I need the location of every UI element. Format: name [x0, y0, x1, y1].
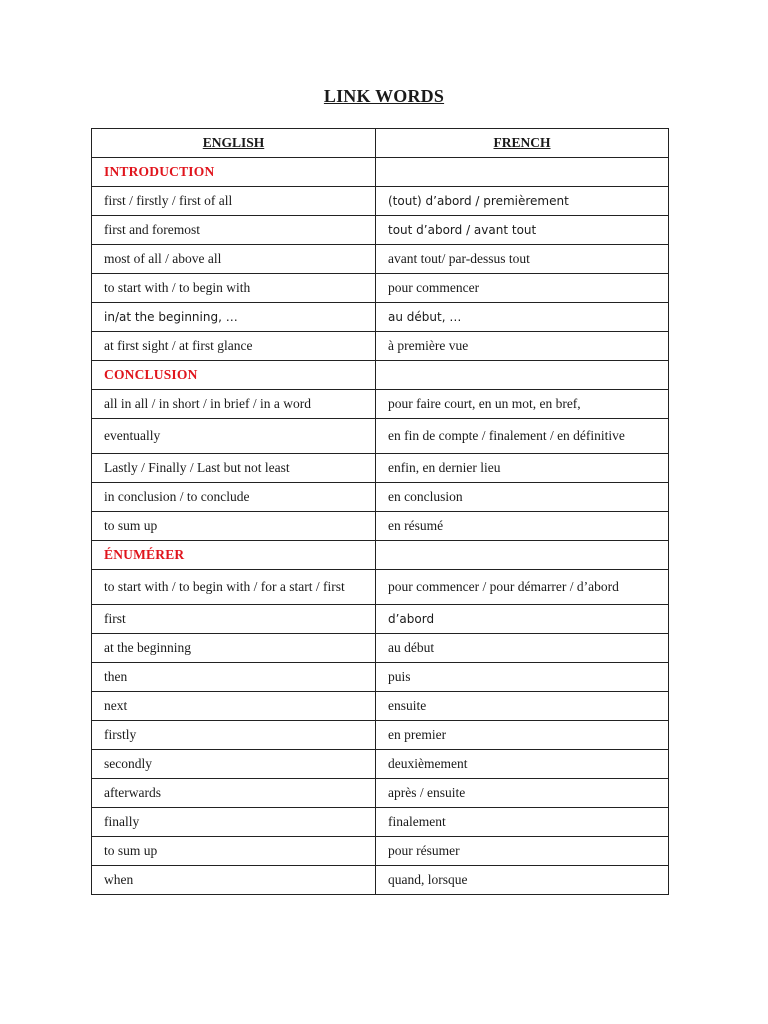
table-row	[92, 721, 669, 750]
section-row-introduction	[92, 158, 669, 187]
table-row	[92, 837, 669, 866]
header-french: FRENCH	[376, 129, 669, 158]
table-row	[92, 454, 669, 483]
english-cell: firstly	[92, 721, 376, 750]
french-cell: pour résumer	[376, 837, 669, 866]
table-row	[92, 216, 669, 245]
section-row-enumerer	[92, 541, 669, 570]
english-cell: first	[92, 605, 376, 634]
table-row	[92, 605, 669, 634]
english-cell: at first sight / at first glance	[92, 332, 376, 361]
table-header-row	[92, 129, 669, 158]
french-cell: à première vue	[376, 332, 669, 361]
french-cell: pour faire court, en un mot, en bref,	[376, 390, 669, 419]
english-cell: in/at the beginning, …	[92, 303, 376, 332]
table-row	[92, 187, 669, 216]
french-cell: (tout) d’abord / premièrement	[376, 187, 669, 216]
french-cell: pour commencer / pour démarrer / d’abord	[376, 570, 669, 605]
french-cell: tout d’abord / avant tout	[376, 216, 669, 245]
english-cell: eventually	[92, 419, 376, 454]
header-english: ENGLISH	[92, 129, 376, 158]
french-cell: en résumé	[376, 512, 669, 541]
french-cell: enfin, en dernier lieu	[376, 454, 669, 483]
english-cell: afterwards	[92, 779, 376, 808]
page-title: LINK WORDS	[323, 86, 445, 106]
table-row	[92, 512, 669, 541]
french-cell: au début, …	[376, 303, 669, 332]
french-cell: puis	[376, 663, 669, 692]
table-row	[92, 570, 669, 605]
english-cell: finally	[92, 808, 376, 837]
french-cell: finalement	[376, 808, 669, 837]
table-row	[92, 245, 669, 274]
english-cell: when	[92, 866, 376, 895]
french-cell: en premier	[376, 721, 669, 750]
table-row	[92, 274, 669, 303]
section-empty-cell	[376, 158, 669, 187]
english-cell: in conclusion / to conclude	[92, 483, 376, 512]
french-cell: au début	[376, 634, 669, 663]
table-row	[92, 808, 669, 837]
french-cell: quand, lorsque	[376, 866, 669, 895]
english-cell: to sum up	[92, 837, 376, 866]
english-cell: to sum up	[92, 512, 376, 541]
english-cell: next	[92, 692, 376, 721]
table-row	[92, 483, 669, 512]
french-cell: en fin de compte / finalement / en définitive	[376, 419, 669, 454]
english-cell: most of all / above all	[92, 245, 376, 274]
table-row	[92, 390, 669, 419]
french-cell: d’abord	[376, 605, 669, 634]
english-cell: then	[92, 663, 376, 692]
section-row-conclusion	[92, 361, 669, 390]
table-row	[92, 634, 669, 663]
table-row	[92, 779, 669, 808]
english-cell: to start with / to begin with / for a start / first	[92, 570, 376, 605]
english-cell: first / firstly / first of all	[92, 187, 376, 216]
french-cell: deuxièmement	[376, 750, 669, 779]
table-row	[92, 419, 669, 454]
english-cell: to start with / to begin with	[92, 274, 376, 303]
french-cell: ensuite	[376, 692, 669, 721]
english-cell: Lastly / Finally / Last but not least	[92, 454, 376, 483]
link-words-table	[91, 128, 669, 895]
english-cell: all in all / in short / in brief / in a word	[92, 390, 376, 419]
table-row	[92, 332, 669, 361]
french-cell: en conclusion	[376, 483, 669, 512]
section-empty-cell	[376, 361, 669, 390]
english-cell: first and foremost	[92, 216, 376, 245]
section-label: CONCLUSION	[92, 361, 376, 390]
english-cell: secondly	[92, 750, 376, 779]
table-row	[92, 750, 669, 779]
section-empty-cell	[376, 541, 669, 570]
section-label: ÉNUMÉRER	[92, 541, 376, 570]
french-cell: avant tout/ par-dessus tout	[376, 245, 669, 274]
french-cell: pour commencer	[376, 274, 669, 303]
french-cell: après / ensuite	[376, 779, 669, 808]
table-row	[92, 866, 669, 895]
section-label: INTRODUCTION	[92, 158, 376, 187]
table-row	[92, 303, 669, 332]
table-row	[92, 692, 669, 721]
table-row	[92, 663, 669, 692]
english-cell: at the beginning	[92, 634, 376, 663]
